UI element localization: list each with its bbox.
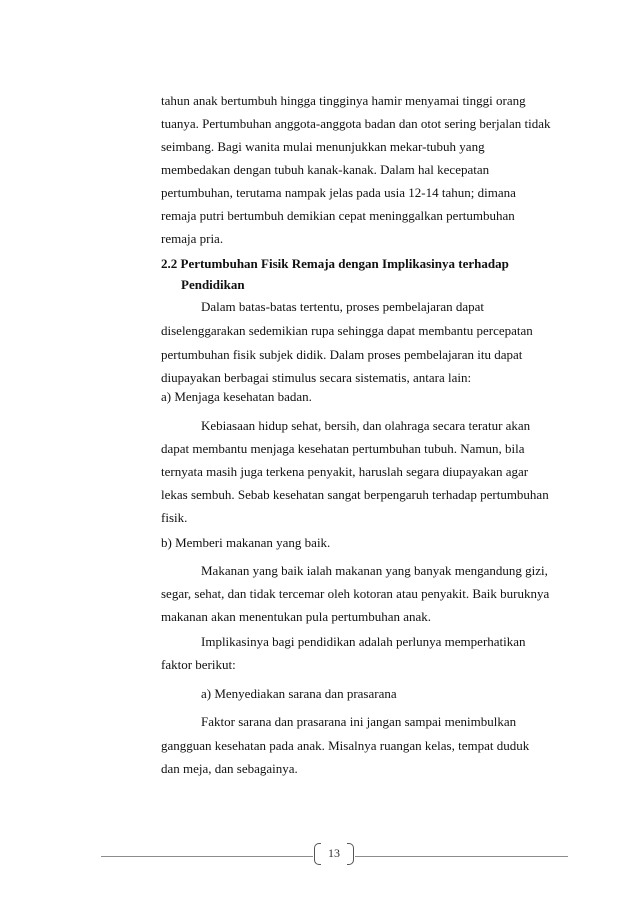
body-text-line: gangguan kesehatan pada anak. Misalnya ruangan kelas, tempat duduk — [161, 738, 530, 753]
body-text-line: segar, sehat, dan tidak tercemar oleh kotoran atau penyakit. Baik buruknya — [161, 586, 550, 601]
body-text-line: remaja pria. — [161, 231, 224, 246]
body-text-line: diselenggarakan sedemikian rupa sehingga dapat membantu percepatan — [161, 323, 533, 338]
section-heading: 2.2 Pertumbuhan Fisik Remaja dengan Implikasinya terhadap — [161, 256, 509, 271]
footer-rule-left — [101, 856, 313, 857]
body-text-line: tahun anak bertumbuh hingga tingginya hamir menyamai tinggi orang — [161, 93, 526, 108]
body-text-line: remaja putri bertumbuh demikian cepat meninggalkan pertumbuhan — [161, 208, 515, 223]
paragraph-first-line: Dalam batas-batas tertentu, proses pembelajaran dapat — [201, 299, 484, 314]
body-text-line: tuanya. Pertumbuhan anggota-anggota badan dan otot sering berjalan tidak — [161, 116, 551, 131]
body-text-line: dan meja, dan sebagainya. — [161, 761, 298, 776]
paragraph-first-line: Implikasinya bagi pendidikan adalah perlunya memperhatikan — [201, 634, 526, 649]
body-text-line: lekas sembuh. Sebab kesehatan sangat berpengaruh terhadap pertumbuhan — [161, 487, 549, 502]
paragraph-first-line: Kebiasaan hidup sehat, bersih, dan olahraga secara teratur akan — [201, 418, 531, 433]
list-item-heading: a) Menjaga kesehatan badan. — [161, 389, 312, 404]
body-text-line: pertumbuhan fisik subjek didik. Dalam proses pembelajaran itu dapat — [161, 347, 523, 362]
body-text-line: faktor berikut: — [161, 657, 236, 672]
list-item-heading: a) Menyediakan sarana dan prasarana — [201, 686, 397, 701]
body-text-line: fisik. — [161, 510, 188, 525]
body-text-line: diupayakan berbagai stimulus secara sistematis, antara lain: — [161, 370, 472, 385]
body-text-line: dapat membantu menjaga kesehatan pertumbuhan tubuh. Namun, bila — [161, 441, 525, 456]
paragraph-first-line: Makanan yang baik ialah makanan yang banyak mengandung gizi, — [201, 563, 548, 578]
list-item-heading: b) Memberi makanan yang baik. — [161, 535, 331, 550]
body-text-line: ternyata masih juga terkena penyakit, haruslah segara diupayakan agar — [161, 464, 529, 479]
page-number-bracket-right — [347, 843, 354, 865]
body-text-line: seimbang. Bagi wanita mulai menunjukkan mekar-tubuh yang — [161, 139, 485, 154]
page-number-bracket-left — [314, 843, 321, 865]
body-text-line: pertumbuhan, terutama nampak jelas pada usia 12-14 tahun; dimana — [161, 185, 516, 200]
footer-rule-right — [355, 856, 568, 857]
body-text-line: makanan akan menentukan pula pertumbuhan anak. — [161, 609, 432, 624]
paragraph-first-line: Faktor sarana dan prasarana ini jangan sampai menimbulkan — [201, 714, 517, 729]
body-text-line: membedakan dengan tubuh kanak-kanak. Dalam hal kecepatan — [161, 162, 490, 177]
section-heading-continued: Pendidikan — [181, 277, 245, 292]
page-number: 13 — [328, 846, 340, 860]
